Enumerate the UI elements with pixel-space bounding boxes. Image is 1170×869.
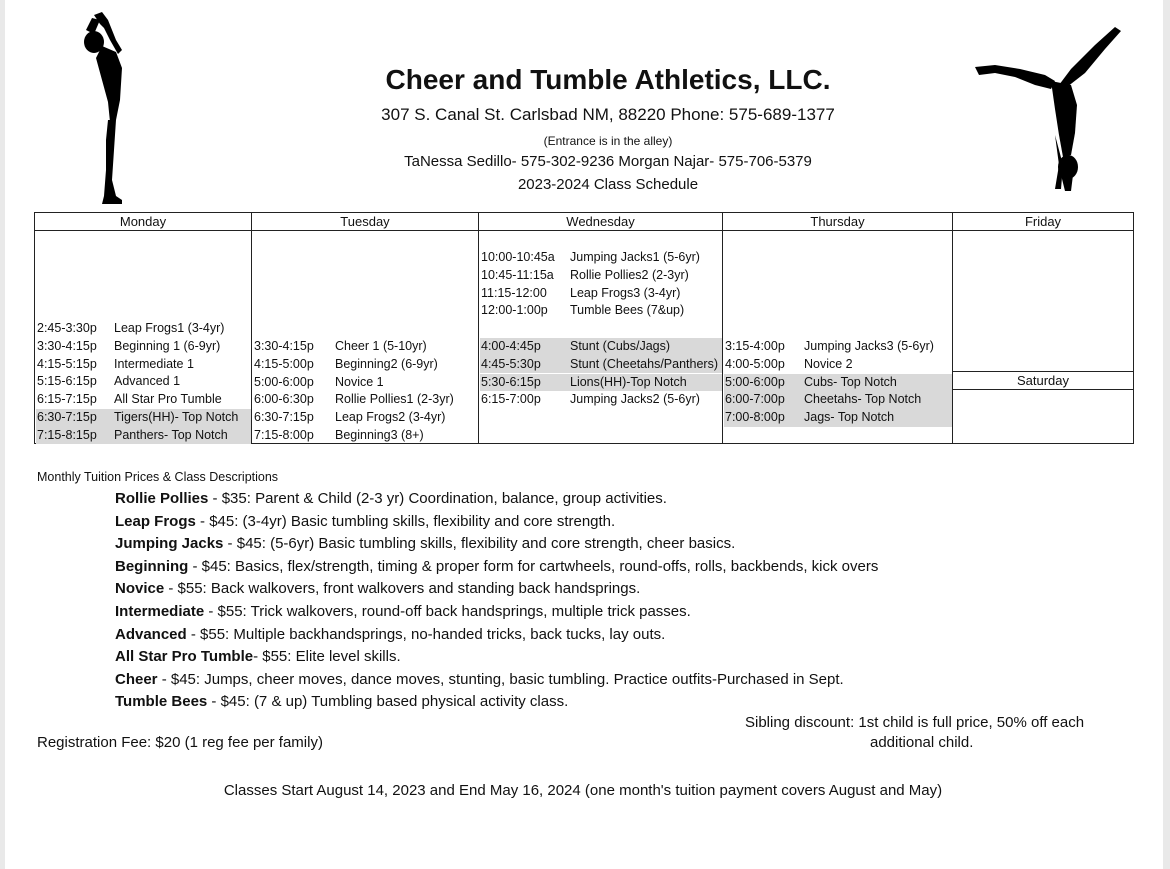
day-header-wednesday: Wednesday <box>479 213 723 231</box>
wednesday-class-row <box>480 338 722 356</box>
class-name: Cheetahs- Top Notch <box>804 392 922 407</box>
class-description-name: Tumble Bees <box>115 693 208 711</box>
class-time: 4:15-5:00p <box>254 356 314 371</box>
class-name: Jumping Jacks2 (5-6yr) <box>570 392 700 407</box>
tuition-heading: Monthly Tuition Prices & Class Descriptions <box>37 470 279 484</box>
class-time: 6:30-7:15p <box>254 410 314 425</box>
wednesday-class-row <box>480 285 722 303</box>
class-time: 3:30-4:15p <box>254 339 314 353</box>
class-description-name: Leap Frogs <box>115 512 196 530</box>
class-description-text: - $45: Basics, flex/strength, timing & proper form for cartwheels, round-offs, rolls, backbends, kick overs <box>188 557 879 575</box>
day-header-monday: Monday <box>35 213 252 231</box>
registration-fee: Registration Fee: $20 (1 reg fee per family) <box>37 734 323 751</box>
class-name: Cubs- Top Notch <box>804 374 897 389</box>
thursday-class-row <box>724 391 952 409</box>
class-time: 4:00-5:00p <box>725 356 785 371</box>
class-time: 6:15-7:00p <box>481 392 541 407</box>
class-time: 7:15-8:15p <box>37 427 97 442</box>
monday-class-row <box>36 427 251 445</box>
wednesday-cell <box>479 231 722 443</box>
class-description-item <box>115 624 878 647</box>
class-time: 6:15-7:15p <box>37 392 97 407</box>
class-description-name: Beginning <box>115 557 189 575</box>
class-time: 6:00-6:30p <box>254 392 314 407</box>
class-time: 4:00-4:45p <box>481 339 541 353</box>
class-time: 4:45-5:30p <box>481 356 541 371</box>
monday-cell <box>35 231 251 443</box>
class-name: Jags- Top Notch <box>804 410 895 425</box>
class-description-item <box>115 646 878 669</box>
class-description-name: All Star Pro Tumble <box>115 648 254 666</box>
class-time: 5:00-6:00p <box>254 374 314 389</box>
monday-class-row <box>36 338 251 356</box>
tuesday-class-row <box>253 356 478 374</box>
tuesday-class-row <box>253 409 478 427</box>
class-description-text: - $55: Trick walkovers, round-off back handsprings, multiple trick passes. <box>204 602 691 620</box>
friday-cell <box>953 231 1133 443</box>
day-header-tuesday: Tuesday <box>252 213 479 231</box>
thursday-class-row <box>724 409 952 427</box>
wednesday-class-row <box>480 356 722 374</box>
class-name: Jumping Jacks1 (5-6yr) <box>570 250 700 264</box>
class-description-item <box>115 669 878 692</box>
class-time: 3:15-4:00p <box>725 339 785 353</box>
class-name: Lions(HH)-Top Notch <box>570 374 687 389</box>
entrance-note: (Entrance is in the alley) <box>543 134 673 148</box>
monday-class-row <box>36 391 251 409</box>
class-name: Stunt (Cubs/Jags) <box>570 339 671 353</box>
wednesday-class-row <box>480 302 722 320</box>
class-description-text: - $55: Multiple backhandsprings, no-handed tricks, back tucks, lay outs. <box>186 625 666 643</box>
class-name: Advanced 1 <box>114 374 181 389</box>
class-name: Beginning3 (8+) <box>335 428 424 442</box>
class-description-name: Rollie Pollies <box>115 490 209 507</box>
class-description-name: Advanced <box>115 625 187 643</box>
class-description-text: - $55: Elite level skills. <box>253 648 401 666</box>
monday-class-row <box>36 356 251 374</box>
class-description-text: - $55: Back walkovers, front walkovers and standing back handsprings. <box>164 580 641 598</box>
class-descriptions <box>115 488 878 714</box>
thursday-class-row <box>724 338 952 356</box>
thursday-class-row <box>724 356 952 374</box>
class-description-text: - $45: (3-4yr) Basic tumbling skills, flexibility and core strength. <box>195 512 616 530</box>
class-time: 10:45-11:15a <box>481 267 554 282</box>
schedule-title: 2023-2024 Class Schedule <box>517 176 699 193</box>
class-name: Leap Frogs2 (3-4yr) <box>335 410 446 425</box>
sibling-discount: Sibling discount: 1st child is full price, 50% off each <box>745 714 1085 731</box>
class-time: 3:30-4:15p <box>37 338 97 353</box>
class-description-text: - $45: (7 & up) Tumbling based physical activity class. <box>207 693 569 711</box>
class-time: 11:15-12:00 <box>481 285 547 300</box>
monday-class-row <box>36 409 251 427</box>
class-name: Tigers(HH)- Top Notch <box>114 410 239 424</box>
contacts: TaNessa Sedillo- 575-302-9236 Morgan Najar- 575-706-5379 <box>404 153 812 170</box>
tuesday-class-row <box>253 427 478 445</box>
class-time: 2:45-3:30p <box>37 321 97 335</box>
tuesday-class-row <box>253 391 478 409</box>
classes-dates-note: Classes Start August 14, 2023 and End May 16, 2024 (one month's tuition payment covers August and May) <box>223 782 943 799</box>
class-description-text: - $45: (5-6yr) Basic tumbling skills, flexibility and core strength, cheer basics. <box>223 535 736 553</box>
monday-class-row <box>36 373 251 391</box>
day-header-thursday: Thursday <box>723 213 953 231</box>
monday-class-row <box>36 320 251 338</box>
tuesday-class-row <box>253 338 478 356</box>
class-name: Tumble Bees (7&up) <box>570 303 685 318</box>
class-name: Cheer 1 (5-10yr) <box>335 339 427 353</box>
class-time: 6:00-7:00p <box>725 392 785 407</box>
class-name: Intermediate 1 <box>114 356 194 371</box>
class-name: Beginning2 (6-9yr) <box>335 356 438 371</box>
class-description-name: Cheer <box>115 670 158 688</box>
class-description-item <box>115 556 878 579</box>
class-name: Leap Frogs1 (3-4yr) <box>114 321 225 335</box>
page-title: Cheer and Tumble Athletics, LLC. <box>385 64 831 95</box>
class-name: All Star Pro Tumble <box>114 392 222 407</box>
class-description-text: - $35: Parent & Child (2-3 yr) Coordination, balance, group activities. <box>208 490 667 507</box>
wednesday-class-row <box>480 267 722 285</box>
day-header-friday: Friday <box>953 213 1134 231</box>
class-name: Novice 2 <box>804 356 853 371</box>
day-header-saturday: Saturday <box>953 371 1133 390</box>
wednesday-class-row <box>480 249 722 267</box>
class-time: 5:00-6:00p <box>725 374 785 389</box>
address-phone: 307 S. Canal St. Carlsbad NM, 88220 Phone: 575-689-1377 <box>381 105 835 124</box>
tuesday-class-row <box>253 374 478 392</box>
class-name: Stunt (Cheetahs/Panthers) <box>570 356 718 371</box>
tuesday-cell <box>252 231 478 443</box>
sibling-discount-cont: additional child. <box>870 734 974 751</box>
class-time: 6:30-7:15p <box>37 410 97 424</box>
class-time: 4:15-5:15p <box>37 356 97 371</box>
class-description-name: Intermediate <box>115 602 205 620</box>
class-description-item <box>115 488 878 511</box>
class-description-item <box>115 601 878 624</box>
class-description-item <box>115 511 878 534</box>
class-name: Jumping Jacks3 (5-6yr) <box>804 339 934 353</box>
class-time: 12:00-1:00p <box>481 303 548 318</box>
wednesday-class-row <box>480 391 722 409</box>
class-name: Novice 1 <box>335 374 384 389</box>
class-description-item <box>115 578 878 601</box>
class-description-item <box>115 533 878 556</box>
wednesday-class-row <box>480 374 722 392</box>
class-name: Rollie Pollies2 (2-3yr) <box>570 267 689 282</box>
class-time: 7:00-8:00p <box>725 410 785 425</box>
thursday-cell <box>723 231 952 443</box>
class-name: Rollie Pollies1 (2-3yr) <box>335 392 454 407</box>
class-time: 10:00-10:45a <box>481 250 555 264</box>
tuesday-column <box>252 231 479 444</box>
class-name: Panthers- Top Notch <box>114 427 228 442</box>
thursday-class-row <box>724 374 952 392</box>
class-description-text: - $45: Jumps, cheer moves, dance moves, stunting, basic tumbling. Practice outfits-Purchased in Sept. <box>157 670 844 688</box>
class-time: 5:30-6:15p <box>481 374 541 389</box>
class-time: 5:15-6:15p <box>37 374 97 389</box>
thursday-column <box>723 231 953 444</box>
class-time: 7:15-8:00p <box>254 428 314 442</box>
monday-column <box>35 231 252 444</box>
class-name: Leap Frogs3 (3-4yr) <box>570 285 681 300</box>
class-schedule-table <box>34 212 1134 444</box>
friday-saturday-column <box>953 231 1134 444</box>
class-description-name: Jumping Jacks <box>115 535 224 553</box>
class-description-name: Novice <box>115 580 165 598</box>
class-name: Beginning 1 (6-9yr) <box>114 338 221 353</box>
wednesday-column <box>479 231 723 444</box>
